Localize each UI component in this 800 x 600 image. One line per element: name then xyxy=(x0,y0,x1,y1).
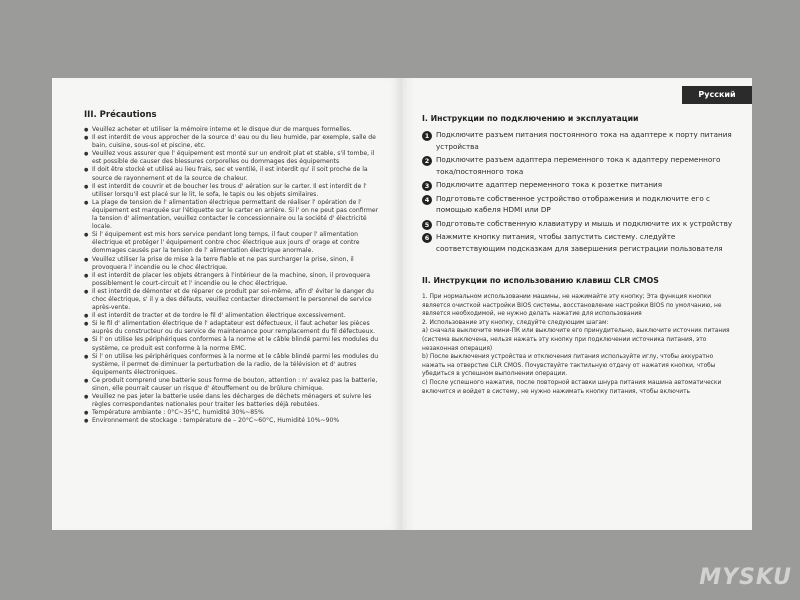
right-page xyxy=(402,78,752,530)
step-number-badge: 4 xyxy=(422,195,432,205)
connection-instructions-heading: I. Инструкции по подключению и эксплуатации xyxy=(422,114,639,123)
precaution-item: ● Veuillez ne pas jeter la batterie usée dans les décharges de déchets ménagers et suivre les règles correspondantes nationales pour traiter les batteries déjà rebutées. xyxy=(84,393,382,409)
precaution-item: ● Environnement de stockage : température de – 20°C~60°C, Humidité 10%~90% xyxy=(84,417,382,425)
precaution-item: ● Il est interdit de vous approcher de la source d' eau ou du lieu humide, par exemple, salle de bain, cuisine, sous-sol et piscine, etc. xyxy=(84,134,382,150)
step-number-badge: 1 xyxy=(422,131,432,141)
step-item xyxy=(422,154,734,177)
step-item xyxy=(422,218,734,230)
precaution-item: ● Il est interdit de démonter et de réparer ce produit par soi-même, afin d' éviter le danger du choc électrique, s' il y a des défauts, veuillez contacter directement le personnel de service après-vente. xyxy=(84,288,382,312)
step-text: Подключите разъем адаптера переменного тока к адаптеру переменного тока/постоянного тока xyxy=(436,155,721,176)
precaution-item: ● Veuillez acheter et utiliser la mémoire interne et le disque dur de marques formelles. xyxy=(84,126,382,134)
step-text: Подготовьте собственную клавиатуру и мышь и подключите их к устройству xyxy=(436,218,733,228)
precaution-item: ● Si l' équipement est mis hors service pendant long temps, il faut couper l' alimentation électrique et protéger l' équipement contre choc électrique aux jours d' orage et contre dommages causés par la tension de l' alimentation électrique anormale. xyxy=(84,231,382,255)
connection-steps-list xyxy=(422,129,734,254)
step-text: Подключите разъем питания постоянного тока на адаптере к порту питания устройства xyxy=(436,130,732,151)
step-item xyxy=(422,179,734,191)
clr-cmos-heading: II. Инструкции по использованию клавиш CLR CMOS xyxy=(422,276,659,285)
precaution-item: ● Veuillez utiliser la prise de mise à la terre fiable et ne pas surcharger la prise, sinon, il provoquera l' incendie ou le choc électrique. xyxy=(84,256,382,272)
step-number-badge: 3 xyxy=(422,181,432,191)
precaution-item: ● Il doit être stocké et utilisé au lieu frais, sec et ventilé, il est interdit qu' il soit proche de la source de rayonnement et de la source de chaleur. xyxy=(84,166,382,182)
step-item xyxy=(422,129,734,152)
precaution-item: ● Il est interdit de tracter et de tordre le fil d' alimentation électrique excessivement. xyxy=(84,312,382,320)
precaution-item: ● Si l' on utilise les périphériques conformes à la norme et le câble blindé parmi les modules du système, il permet de diminuer la perturbation de la radio, de la télévision et d' autres équipements électroniques. xyxy=(84,353,382,377)
clr-cmos-paragraph: а) сначала выключите мини-ПК или выключите его принудительно, выключите источник питания (система выключена, нельзя нажать эту кнопку при подключении источника питания, это незаконная операция) xyxy=(422,328,730,352)
precautions-heading: III. Précautions xyxy=(84,110,157,120)
clr-cmos-paragraph: c) После успешного нажатия, после повторной вставки шнура питания машина автоматически включится и войдет в систему, не нужно нажимать кнопку питания, чтобы включить xyxy=(422,379,722,395)
step-item xyxy=(422,231,734,254)
clr-cmos-paragraph: 1. При нормальном использовании машины, не нажимайте эту кнопку; Эта функция кнопки является очисткой настройки BIOS системы, восстановление настройки BIOS по умолчанию, не является необходимой, не нужно делать нажатие для использования xyxy=(422,294,722,318)
step-number-badge: 5 xyxy=(422,220,432,230)
precaution-item: ● Il est interdit de placer les objets étrangers à l'intérieur de la machine, sinon, il provoquera possiblement le court-circuit et l' incendie ou le choc électrique. xyxy=(84,272,382,288)
precaution-item: ● Il est interdit de couvrir et de boucher les trous d' aération sur le carter. Il est interdit de l' utiliser lorsqu'il est placé sur le lit, le sofa, le tapis ou les objets similaires. xyxy=(84,183,382,199)
precaution-item: ● Ce produit comprend une batterie sous forme de bouton, attention : n' avalez pas la batterie, sinon, elle pourrait causer un risque d' étouffement ou de brûlure chimique. xyxy=(84,377,382,393)
language-tab: Русский xyxy=(682,86,752,104)
step-item xyxy=(422,193,734,216)
precautions-list xyxy=(84,126,382,425)
instruction-booklet xyxy=(52,78,752,530)
precaution-item: ● Si le fil d' alimentation électrique de l' adaptateur est défectueux, il faut acheter les pièces auprès du constructeur ou du service de maintenance pour remplacement du fil défectueux. xyxy=(84,320,382,336)
step-text: Подключите адаптер переменного тока к розетке питания xyxy=(436,180,663,189)
clr-cmos-paragraph: 2. Использование эту кнопку, следуйте следующим шагам: xyxy=(422,319,609,326)
precaution-item: ● Si l' on utilise les périphériques conformes à la norme et le câble blindé parmi les modules du système, ce produit est conforme à la norme EMC. xyxy=(84,336,382,352)
left-page xyxy=(52,78,402,530)
precaution-item: ● Température ambiante : 0°C~35°C, humidité 30%~85% xyxy=(84,409,382,417)
step-text: Нажмите кнопку питания, чтобы запустить систему. следуйте соответствующим подсказкам для завершения регистрации пользователя xyxy=(436,232,723,253)
watermark: MYSKU xyxy=(699,565,792,590)
precaution-item: ● La plage de tension de l' alimentation électrique permettant de réaliser l' opération de l' équipement est marquée sur l'étiquette sur le carter en arrière. Si l' on ne peut pas confirmer la tension d' alimentation, veuillez contacter le concessionnaire ou la société d' électricité locale. xyxy=(84,199,382,231)
precaution-item: ● Veuillez vous assurer que l' équipement est monté sur un endroit plat et stable, s'il tombe, il est possible de causer des blessures corporelles ou dommages des équipements xyxy=(84,150,382,166)
clr-cmos-paragraph: b) После выключения устройства и отключения питания используйте иглу, чтобы аккуратно нажать на отверстие CLR CMOS. Почувствуйте тактильную отдачу от нажатия кнопки, чтобы убедиться в успешном выполнении операции. xyxy=(422,354,716,378)
step-text: Подготовьте собственное устройство отображения и подключите его с помощью кабеля HDMI или DP xyxy=(436,193,710,214)
step-number-badge: 6 xyxy=(422,233,432,243)
clr-cmos-instructions xyxy=(422,293,734,396)
step-number-badge: 2 xyxy=(422,156,432,166)
